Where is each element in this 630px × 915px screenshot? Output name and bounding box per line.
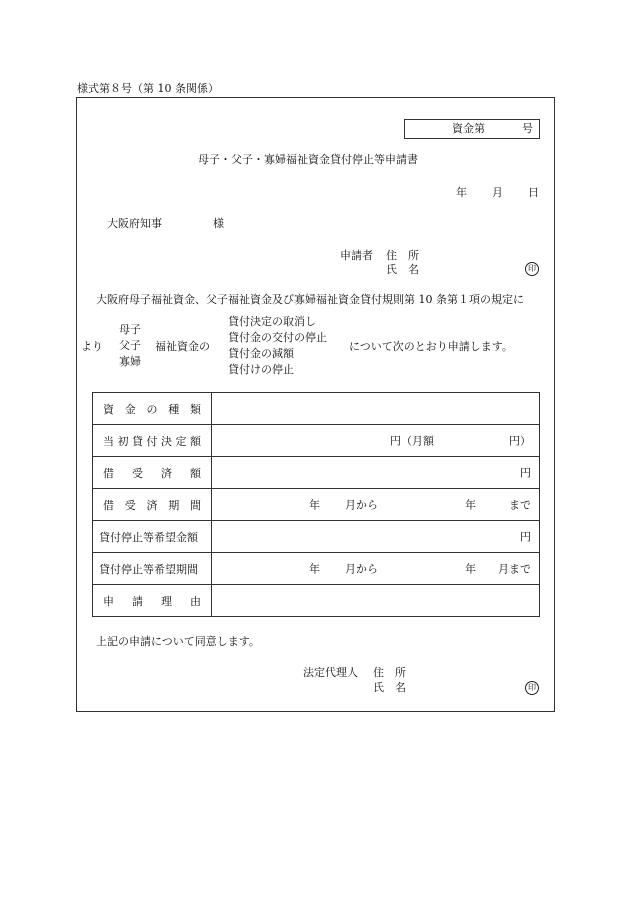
stop-amount-yen: 円 <box>520 530 531 543</box>
initial-amount-yen-monthly: 円（月額 <box>390 434 434 447</box>
borrowed-amount-yen: 円 <box>520 466 531 479</box>
action-reduce: 貸付金の減額 <box>228 347 294 360</box>
row-label-fund-type: 資 金 の 種 類 <box>103 402 201 416</box>
addressee-honorific: 様 <box>213 217 224 230</box>
borrowed-period-year-to: 年 <box>465 498 476 511</box>
guardian-seal-icon: 印 <box>525 681 539 695</box>
form-number: 様式第８号（第 10 条関係） <box>77 82 219 95</box>
table-row <box>93 393 540 425</box>
stop-period-year-from: 年 <box>309 562 320 575</box>
date-year: 年 <box>456 186 467 199</box>
body-closing: について次のとおり申請します。 <box>349 340 513 353</box>
row-label-stop-period: 貸付停止等希望期間 <box>99 562 198 576</box>
fund-number-prefix: 資金第 <box>452 122 485 135</box>
stop-period-year-to: 年 <box>465 562 476 575</box>
date-month: 月 <box>492 186 503 199</box>
reason-field[interactable] <box>212 585 540 617</box>
guardian-address-label: 住 所 <box>373 666 406 679</box>
row-label-stop-amount: 貸付停止等希望金額 <box>99 530 198 544</box>
initial-amount-field[interactable] <box>212 425 540 457</box>
fund-type-fushi: 父子 <box>119 339 141 352</box>
action-cancel: 貸付決定の取消し <box>228 315 316 328</box>
stop-period-month-from: 月から <box>345 562 378 575</box>
table-row <box>93 489 540 521</box>
borrowed-period-end: まで <box>509 498 531 511</box>
row-label-reason: 申 請 理 由 <box>103 594 201 608</box>
borrowed-period-year-from: 年 <box>309 498 320 511</box>
application-table <box>92 392 540 617</box>
guardian-name-label: 氏 名 <box>373 681 406 694</box>
fund-type-boshi: 母子 <box>119 323 141 336</box>
table-row <box>93 553 540 585</box>
borrowed-amount-field[interactable] <box>212 457 540 489</box>
guardian-role: 法定代理人 <box>303 666 358 679</box>
body-line-1: 大阪府母子福祉資金、父子福祉資金及び寡婦福祉資金貸付規則第 10 条第１項の規定に <box>96 293 524 306</box>
borrowed-period-month-from: 月から <box>345 498 378 511</box>
applicant-role: 申請者 <box>340 249 373 262</box>
fund-number-suffix: 号 <box>522 122 533 135</box>
borrowed-period-field[interactable] <box>212 489 540 521</box>
initial-amount-yen-close: 円） <box>509 434 531 447</box>
stop-period-field[interactable] <box>212 553 540 585</box>
applicant-name-label: 氏 名 <box>386 263 419 276</box>
applicant-seal-icon: 印 <box>525 262 539 276</box>
addressee-name: 大阪府知事 <box>107 217 162 230</box>
fund-type-kafu: 寡婦 <box>119 355 141 368</box>
applicant-address-label: 住 所 <box>386 249 419 262</box>
table-row <box>93 521 540 553</box>
row-label-borrowed-period: 借 受 済 期 間 <box>103 498 201 512</box>
fund-type-field[interactable] <box>212 393 540 425</box>
form-title: 母子・父子・寡婦福祉資金貸付停止等申請書 <box>198 153 418 166</box>
body-yori: より <box>81 340 103 353</box>
table-row <box>93 425 540 457</box>
row-label-initial-amount: 当 初 貸 付 決 定 額 <box>103 434 201 448</box>
action-stop-loan: 貸付けの停止 <box>228 363 294 376</box>
action-stop-delivery: 貸付金の交付の停止 <box>228 331 327 344</box>
row-label-borrowed-amount: 借 受 済 額 <box>103 466 201 480</box>
date-day: 日 <box>528 186 539 199</box>
table-row <box>93 457 540 489</box>
consent-statement: 上記の申請について同意します。 <box>96 635 260 648</box>
stop-period-end: 月まで <box>498 562 531 575</box>
stop-amount-field[interactable] <box>212 521 540 553</box>
fund-suffix: 福祉資金の <box>155 340 210 353</box>
table-row <box>93 585 540 617</box>
